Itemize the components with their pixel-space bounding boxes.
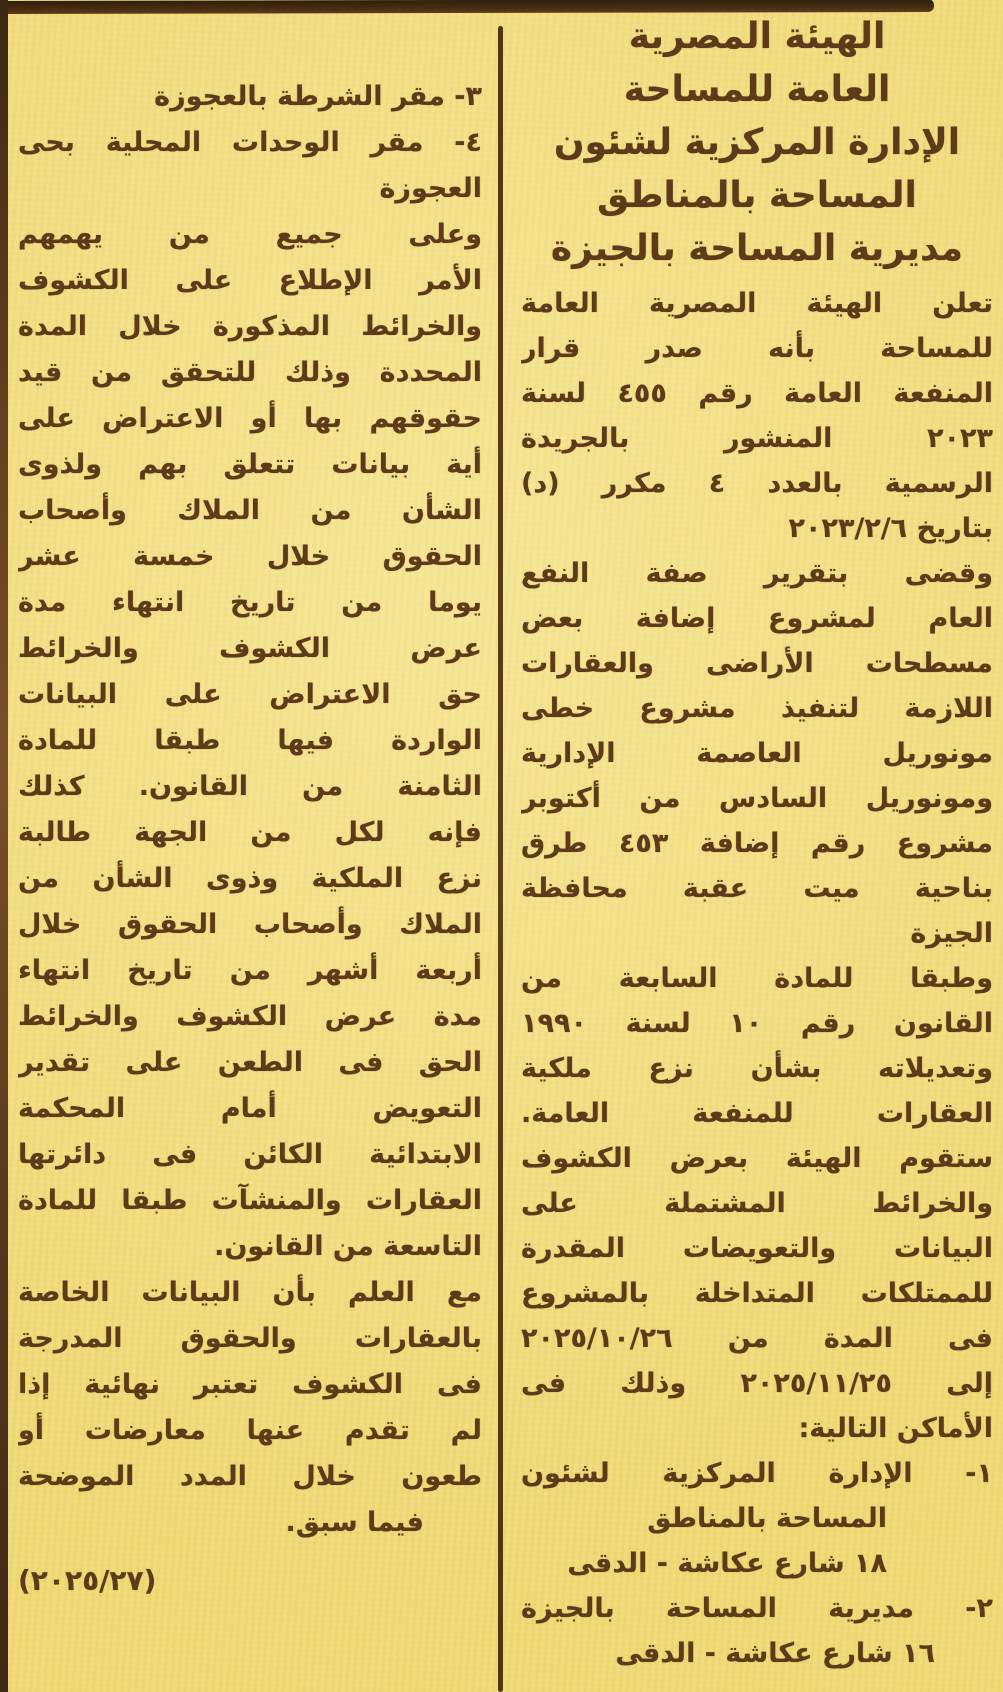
text-line: الجيزة (910, 918, 993, 949)
text-line: يوما من تاريخ انتهاء مدة (18, 587, 482, 618)
text-line: فإنه لكل من الجهة طالبة (18, 817, 482, 848)
text-line: الابتدائية الكائن فى دائرتها (18, 1139, 482, 1170)
text-line: أية بيانات تتعلق بهم ولذوى (18, 449, 482, 480)
text-line: أربعة أشهر من تاريخ انتهاء (18, 955, 482, 986)
text-line: وعلى جميع من يهمهم (18, 219, 482, 250)
text-line: للممتلكات المتداخلة بالمشروع (521, 1278, 993, 1309)
text-line: الشأن من الملاك وأصحاب (18, 495, 482, 526)
text-line: حقوقهم بها أو الاعتراض على (18, 403, 482, 434)
notice-right-column (521, 10, 993, 1676)
text-line: ١٨ شارع عكاشة - الدقى (567, 1548, 887, 1579)
text-line: الملاك وأصحاب الحقوق خلال (18, 909, 482, 940)
text-line: الثامنة من القانون. كذلك (18, 771, 482, 802)
text-line: ستقوم الهيئة بعرض الكشوف (521, 1143, 993, 1174)
text-line: المنفعة العامة رقم ٤٥٥ لسنة (521, 378, 993, 409)
notice-left-column (18, 0, 482, 1604)
text-line: الأمر الإطلاع على الكشوف (18, 265, 482, 296)
text-line: إلى ٢٠٢٥/١١/٢٥ وذلك فى (521, 1368, 993, 1399)
text-line: الإدارة المركزية لشئون (553, 122, 961, 163)
text-line: العام لمشروع إضافة بعض (521, 603, 993, 634)
text-line: القانون رقم ١٠ لسنة ١٩٩٠ (521, 1008, 993, 1039)
text-line: ٤- مقر الوحدات المحلية بحى (18, 127, 482, 158)
text-line: والخرائط المشتملة على (521, 1188, 993, 1219)
text-line: فى الكشوف تعتبر نهائية إذا (18, 1369, 482, 1400)
text-line: العجوزة (379, 173, 482, 204)
text-line: ١- الإدارة المركزية لشئون (521, 1458, 993, 1489)
text-line: الحقوق خلال خمسة عشر (18, 541, 482, 572)
text-line: (٢٠٢٥/٢٧) (18, 1564, 157, 1597)
text-line: ٢- مديرية المساحة بالجيزة (521, 1593, 993, 1624)
text-line: الحق فى الطعن على تقدير (18, 1047, 482, 1078)
text-line: ١٦ شارع عكاشة - الدقى (615, 1638, 935, 1669)
left-border-rule (0, 0, 8, 1692)
text-line: وتعديلاته بشأن نزع ملكية (521, 1053, 993, 1084)
text-line: للمساحة بأنه صدر قرار (521, 333, 993, 364)
text-line: مع العلم بأن البيانات الخاصة (18, 1277, 482, 1308)
text-line: فيما سبق. (285, 1507, 424, 1538)
text-line: فى المدة من ٢٠٢٥/١٠/٢٦ (521, 1323, 993, 1354)
text-line: بالعقارات والحقوق المدرجة (18, 1323, 482, 1354)
text-line: طعون خلال المدد الموضحة (18, 1461, 482, 1492)
text-line: والخرائط المذكورة خلال المدة (18, 311, 482, 342)
notice-header (521, 10, 993, 275)
text-line: التعويض أمام المحكمة (18, 1093, 482, 1124)
text-line: البيانات والتعويضات المقدرة (521, 1233, 993, 1264)
notice-body-right (521, 281, 993, 1676)
text-line: وطبقا للمادة السابعة من (521, 963, 993, 994)
text-line: الواردة فيها طبقا للمادة (18, 725, 482, 756)
text-line: لم تقدم عنها معارضات أو (18, 1415, 482, 1446)
text-line: ومونوريل السادس من أكتوبر (521, 783, 993, 814)
text-line: ٣- مقر الشرطة بالعجوزة (154, 81, 482, 112)
text-line: مديرية المساحة بالجيزة (550, 228, 964, 269)
text-line: مسطحات الأراضى والعقارات (521, 648, 993, 679)
text-line: المساحة بالمناطق (647, 1503, 887, 1534)
text-line: المحددة وذلك للتحقق من قيد (18, 357, 482, 388)
text-line: تعلن الهيئة المصرية العامة (521, 288, 993, 319)
text-line: عرض الكشوف والخرائط (18, 633, 482, 664)
text-line: نزع الملكية وذوى الشأن من (18, 863, 482, 894)
text-line: الأماكن التالية: (798, 1413, 993, 1444)
text-line: بتاريخ ٢٠٢٣/٢/٦ (788, 513, 993, 544)
text-line: ٢٠٢٣ المنشور بالجريدة (521, 423, 993, 454)
text-line: العقارات والمنشآت طبقا للمادة (18, 1185, 482, 1216)
text-line: وقضى بتقرير صفة النفع (521, 558, 993, 589)
text-line: الهيئة المصرية (628, 16, 886, 57)
text-line: المساحة بالمناطق (597, 175, 917, 216)
text-line: الرسمية بالعدد ٤ مكرر (د) (521, 468, 993, 499)
text-line: مونوريل العاصمة الإدارية (521, 738, 993, 769)
text-line: اللازمة لتنفيذ مشروع خطى (521, 693, 993, 724)
text-line: مدة عرض الكشوف والخرائط (18, 1001, 482, 1032)
text-line: حق الاعتراض على البيانات (18, 679, 482, 710)
text-line: التاسعة من القانون. (214, 1231, 482, 1262)
text-line: بناحية ميت عقبة محافظة (521, 873, 993, 904)
text-line: العقارات للمنفعة العامة. (521, 1098, 993, 1129)
text-line: العامة للمساحة (623, 69, 891, 110)
column-divider-rule (498, 26, 503, 1692)
text-line: مشروع رقم إضافة ٤٥٣ طرق (521, 828, 993, 859)
